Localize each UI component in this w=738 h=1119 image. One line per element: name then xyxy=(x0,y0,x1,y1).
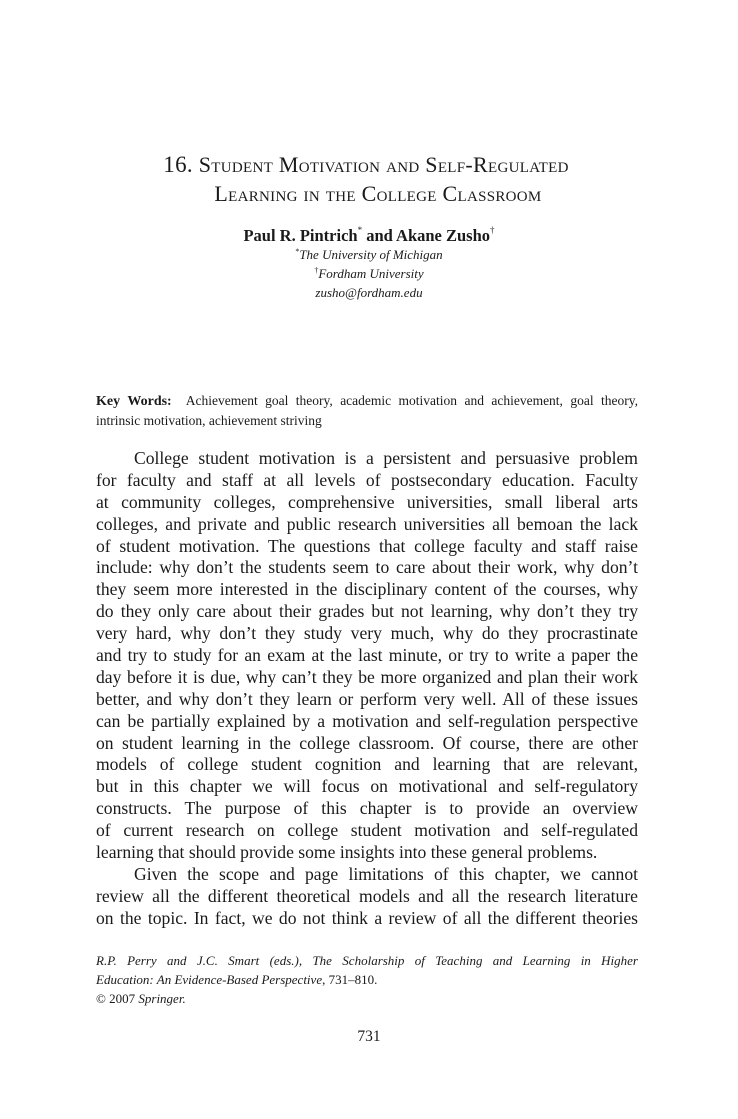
body-line: Given the scope and page limitations of this chapter, we cannot xyxy=(134,863,638,884)
author-2-mark: † xyxy=(490,225,495,235)
footnote-line-2: Education: An Evidence-Based Perspective, 731–810. xyxy=(96,972,378,987)
body-line: very hard, why don’t they study very much, why do they procrastinate xyxy=(96,623,638,644)
citation-footnote xyxy=(96,951,638,1008)
body-line: better, and why don’t they learn or perform very well. All of these issues xyxy=(96,688,638,709)
chapter-title xyxy=(96,150,642,208)
body-line: colleges, and private and public research universities all bemoan the lack xyxy=(96,513,638,534)
keywords-label: Key Words: xyxy=(96,394,172,409)
body-line: of current research on college student motivation and self-regulated xyxy=(96,820,638,841)
keywords-block xyxy=(96,391,638,430)
affiliation-2: †Fordham University xyxy=(314,266,424,281)
body-line: do they only care about their grades but not learning, why don’t they try xyxy=(96,601,638,622)
body-line: constructs. The purpose of this chapter is to provide an overview xyxy=(96,798,638,819)
chapter-number: 16. xyxy=(163,152,193,177)
chapter-title-line-2: Learning in the College Classroom xyxy=(214,181,542,206)
affiliation-1: *The University of Michigan xyxy=(295,247,443,262)
body-line: and try to study for an exam at the last minute, or try to write a paper the xyxy=(96,645,638,666)
author-conjunction: and xyxy=(362,226,397,245)
body-line: but in this chapter we will focus on motivational and self-regulatory xyxy=(96,776,638,797)
page-number: 731 xyxy=(357,1028,381,1045)
footnote-line-3: © 2007 Springer. xyxy=(96,991,186,1006)
body-line: review all the different theoretical models and all the research literature xyxy=(96,885,638,906)
body-line: models of college student cognition and learning that are relevant, xyxy=(96,754,638,775)
body-line: of student motivation. The questions that college faculty and staff raise xyxy=(96,535,638,556)
body-line: they seem more interested in the disciplinary content of the courses, why xyxy=(96,579,638,600)
body-text xyxy=(96,448,638,930)
body-line: can be partially explained by a motivation and self-regulation perspective xyxy=(96,710,638,731)
body-line: on student learning in the college classroom. Of course, there are other xyxy=(96,732,638,753)
footnote-line-1: R.P. Perry and J.C. Smart (eds.), The Scholarship of Teaching and Learning in Higher xyxy=(96,953,638,968)
chapter-title-line-1: 16. Student Motivation and Self-Regulated xyxy=(163,152,569,177)
keywords-text: Achievement goal theory, academic motivation and achievement, goal theory, intrinsic motivation, achievement striving xyxy=(96,393,638,428)
body-line: on the topic. In fact, we do not think a review of all the different theories xyxy=(96,907,638,928)
body-line: College student motivation is a persistent and persuasive problem xyxy=(134,448,638,468)
author-1-mark: * xyxy=(357,225,363,235)
body-line: for faculty and staff at all levels of postsecondary education. Faculty xyxy=(96,469,638,490)
author-line xyxy=(96,226,642,246)
body-line: at community colleges, comprehensive universities, small liberal arts xyxy=(96,491,638,512)
author-1: Paul R. Pintrich xyxy=(243,226,358,245)
author-2: Akane Zusho xyxy=(396,226,491,245)
body-line: learning that should provide some insights into these general problems. xyxy=(96,842,598,863)
author-email: zusho@fordham.edu xyxy=(315,285,423,300)
body-line: include: why don’t the students seem to care about their work, why don’t xyxy=(96,557,638,578)
body-line: day before it is due, why can’t they be more organized and plan their work xyxy=(96,666,638,687)
